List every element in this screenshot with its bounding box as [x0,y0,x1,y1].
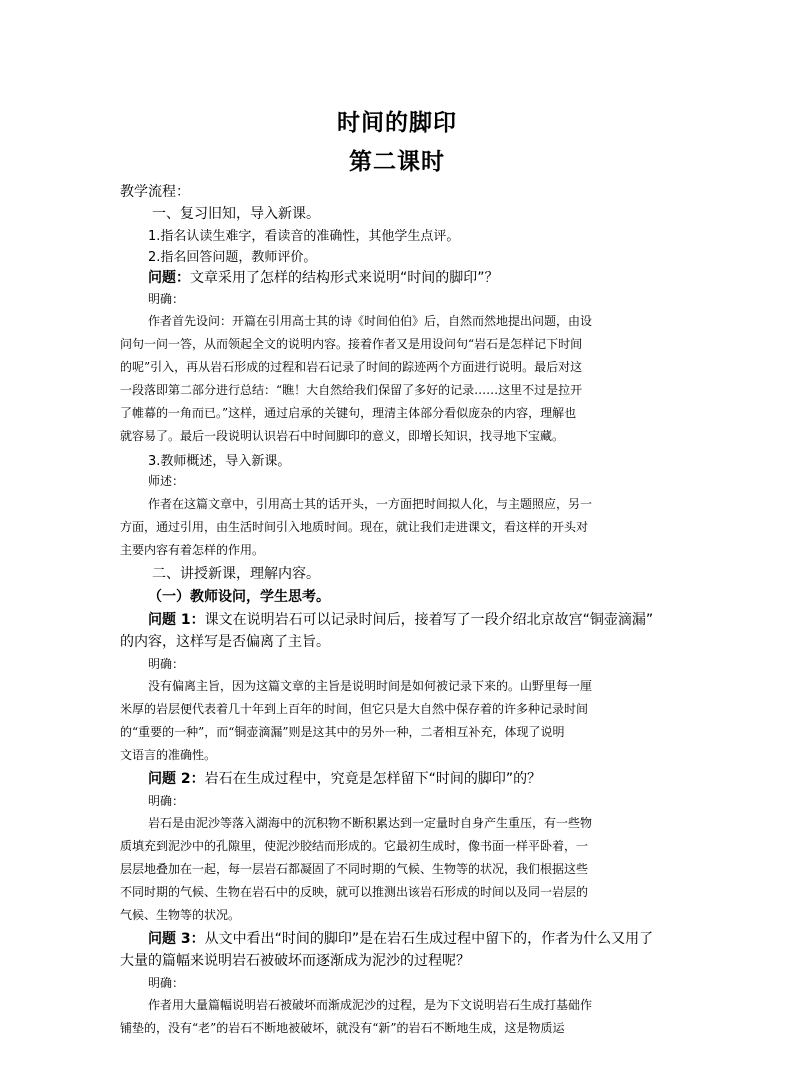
list-item-2: 2.指名回答问题，教师评价。 [148,250,317,265]
question-2-label: 问题 2： [148,771,205,787]
list-item-3: 3.教师概述，导入新课。 [148,454,291,469]
question-1-cont: 的内容，这样写是否偏离了主旨。 [120,634,330,650]
answer-2-line: 层层地叠加在一起，每一层岩石都凝固了不同时期的气候、生物等的状况，我们根据这些 [120,862,589,876]
question-3-label: 问题 3： [148,931,205,947]
answer-0-line: 一段落即第二部分进行总结：“瞧！大自然给我们保留了多好的记录……这里不过是拉开 [120,383,583,397]
list-item-1: 1.指名认读生难字，看读音的准确性，其他学生点评。 [148,229,460,244]
doc-subtitle: 第二课时 [349,149,445,175]
answer-0-line: 作者首先设问：开篇在引用高士其的诗《时间伯伯》后，自然而然地提出问题，由设 [148,314,593,328]
answer-2-line: 质填充到泥沙中的孔隙里，使泥沙胶结而形成的。它最初生成时，像书面一样平卧着，一 [120,839,589,853]
flow-label: 教学流程： [120,184,190,200]
question-3 [148,928,653,948]
narration-line: 作者在这篇文章中，引用高士其的话开头，一方面把时间拟人化，与主题照应，另一 [148,497,593,511]
answer-2-line: 不同时期的气候、生物在岩石中的反映，就可以推测出该岩石形成的时间以及同一岩层的 [120,885,589,899]
answer-0-line: 了帷幕的一角而已。”这样，通过启承的关键句，理清主体部分看似庞杂的内容，理解也 [120,406,577,420]
question-1-text: 课文在说明岩石可以记录时间后，接着写了一段介绍北京故宫“铜壶滴漏” [204,612,654,628]
answer-2-line: 气候、生物等的状况。 [120,908,241,922]
section-heading-2: 二、讲授新课，理解内容。 [152,566,320,582]
answer-label-1: 明确： [148,657,185,671]
question-3-text: 从文中看出“时间的脚印”是在岩石生成过程中留下的，作者为什么又用了 [204,931,654,947]
answer-1-line: 米厚的岩层便代表着几十年到上百年的时间，但它只是大自然中保存着的许多种记录时间 [120,702,589,716]
answer-label-2: 明确： [148,794,185,808]
answer-0-line: 的呢”引入，再从岩石形成的过程和岩石记录了时间的踪迹两个方面进行说明。最后对这 [120,360,583,374]
question-0-text: 文章采用了怎样的结构形式来说明“时间的脚印”？ [190,270,499,286]
answer-1-line: 的“重要的一种”，而“铜壶滴漏”则是这其中的另外一种，二者相互补充，体现了说明 [120,725,565,739]
answer-0-line: 问句一问一答，从而领起全文的说明内容。接着作者又是用设问句“岩石是怎样记下时间 [120,337,583,351]
question-1 [148,609,653,629]
section-heading-1: 一、复习旧知，导入新课。 [152,206,320,222]
question-0 [148,267,499,287]
question-3-cont: 大量的篇幅来说明岩石被破坏而逐渐成为泥沙的过程呢？ [120,953,470,969]
teacher-label: 师述： [148,474,185,488]
question-2-text: 岩石在生成过程中，究竟是怎样留下“时间的脚印”的？ [204,771,542,787]
subsection-heading-1: （一）教师设问，学生思考。 [148,589,330,605]
answer-0-line: 就容易了。最后一段说明认识岩石中时间脚印的意义，即增长知识，找寻地下宝藏。 [120,429,565,443]
answer-3-line: 铺垫的，没有“老”的岩石不断地被破坏，就没有“新”的岩石不断地生成，这是物质运 [120,1021,565,1035]
narration-line: 主要内容有着怎样的作用。 [120,543,265,557]
question-0-label: 问题： [148,270,190,286]
question-1-label: 问题 1： [148,612,205,628]
answer-label-3: 明确： [148,976,185,990]
answer-1-line: 文语言的准确性。 [120,748,217,762]
answer-3-line: 作者用大量篇幅说明岩石被破坏而渐成泥沙的过程，是为下文说明岩石生成打基础作 [148,998,593,1012]
doc-title: 时间的脚印 [337,110,457,136]
answer-label-0: 明确： [148,292,185,306]
answer-2-line: 岩石是由泥沙等落入湖海中的沉积物不断积累达到一定量时自身产生重压，有一些物 [148,816,593,830]
narration-line: 方面，通过引用，由生活时间引入地质时间。现在，就让我们走进课文，看这样的开头对 [120,520,589,534]
answer-1-line: 没有偏离主旨，因为这篇文章的主旨是说明时间是如何被记录下来的。山野里每一厘 [148,679,593,693]
question-2 [148,768,541,788]
